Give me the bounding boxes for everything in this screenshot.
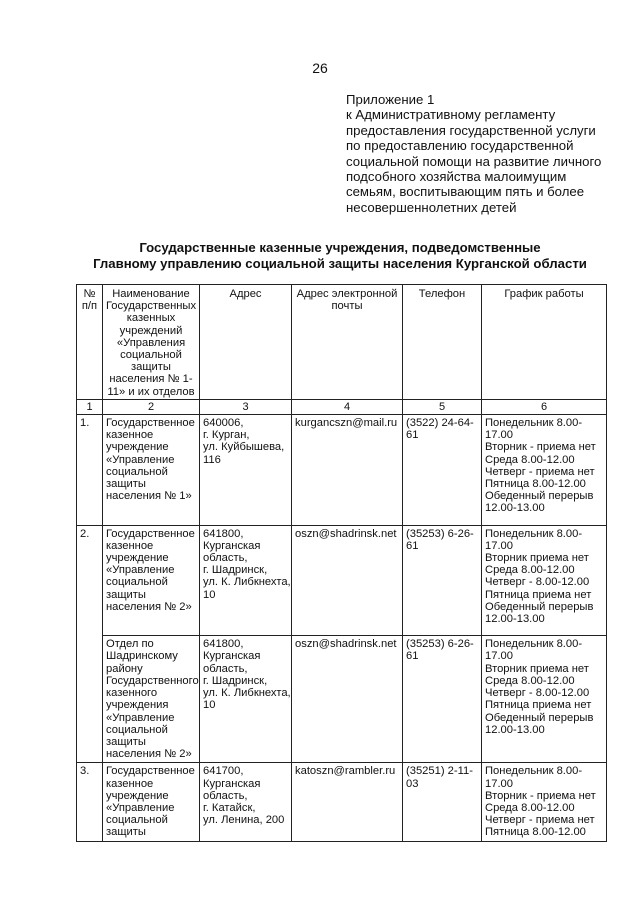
text-line: «Управление (106, 453, 175, 466)
text-line: Понедельник 8.00- (485, 765, 583, 778)
text-line: Четверг - приема нет (485, 814, 595, 827)
text-line: Среда 8.00-12.00 (485, 674, 575, 687)
header-name (103, 285, 200, 400)
text-line: социальной (106, 814, 168, 827)
institution-name (103, 763, 200, 841)
text-line: 17.00 (485, 650, 513, 663)
text-line: Адрес (229, 288, 262, 300)
table-row (77, 525, 607, 636)
text-line: 12.00-13.00 (485, 613, 545, 626)
text-line: Обеденный перерыв (485, 711, 594, 724)
text-line: 10 (203, 588, 216, 601)
column-number: 6 (482, 399, 607, 414)
text-line: Понедельник 8.00- (485, 638, 583, 651)
text-line: несовершеннолетних детей (346, 199, 517, 215)
text-line: 17.00 (485, 429, 513, 442)
text-line: № (83, 288, 96, 300)
text-line: Четверг - приема нет (485, 465, 595, 478)
header-address (200, 285, 292, 400)
text-line: Вторник - приема нет (485, 789, 596, 802)
column-number: 4 (292, 399, 403, 414)
text-line: населения № 1» (106, 490, 192, 503)
text-line: область, (203, 789, 248, 802)
table-row (77, 415, 607, 526)
text-line: 17.00 (485, 777, 513, 790)
text-line: почты (331, 300, 363, 313)
email-cell: oszn@shadrinsk.net (292, 525, 403, 636)
text-line: учреждение (106, 552, 169, 565)
text-line: Телефон (418, 288, 466, 300)
address-cell (200, 525, 292, 636)
institution-name (103, 415, 200, 526)
text-line: Пятница приема нет (485, 588, 592, 601)
text-line: ул. Куйбышева, (203, 441, 285, 454)
text-line: Пятница приема нет (485, 699, 592, 712)
text-line: Государственное (106, 527, 195, 540)
text-line: социальной (106, 723, 168, 736)
text-line: казенное (106, 539, 154, 552)
text-line: Государственных (106, 300, 197, 313)
institution-name (103, 636, 200, 763)
text-line: г. Катайск, (203, 801, 256, 814)
text-line: Среда 8.00-12.00 (485, 453, 575, 466)
text-line: «Управление (106, 711, 175, 724)
address-cell (200, 415, 292, 526)
text-line: Среда 8.00-12.00 (485, 801, 575, 814)
text-line: социальной (120, 349, 182, 362)
column-number: 3 (200, 399, 292, 414)
email-cell: kurgancszn@mail.ru (292, 415, 403, 526)
text-line: Пятница 8.00-12.00 (485, 478, 586, 491)
text-line: г. Шадринск, (203, 564, 268, 577)
text-line: социальной (106, 465, 168, 478)
text-line: Приложение 1 (346, 92, 435, 107)
row-number: 3. (77, 763, 103, 841)
column-number: 5 (403, 399, 482, 414)
text-line: защиты (106, 588, 146, 601)
phone-cell (403, 525, 482, 636)
text-line: 10 (203, 699, 216, 712)
text-line: Пятница 8.00-12.00 (485, 826, 586, 839)
text-line: Отдел по (106, 638, 154, 651)
phone-cell (403, 636, 482, 763)
text-line: Государственное (106, 417, 195, 430)
text-line: Среда 8.00-12.00 (485, 564, 575, 577)
header-schedule (482, 285, 607, 400)
header-email (292, 285, 403, 400)
row-number: 2. (77, 525, 103, 636)
text-line: защиты (106, 478, 146, 491)
institution-name (103, 525, 200, 636)
text-line: учреждение (106, 441, 169, 454)
text-line: 61 (406, 429, 419, 442)
text-line: График работы (504, 288, 584, 300)
table-row (77, 763, 607, 841)
document-title (60, 240, 620, 272)
text-line: Понедельник 8.00- (485, 417, 583, 430)
text-line: предоставления государственной услуги (346, 122, 596, 138)
text-line: 640006, (203, 417, 244, 430)
text-line: казенных (126, 312, 176, 325)
text-line: населения № 2» (106, 600, 192, 613)
text-line: защиты (106, 826, 146, 839)
text-line: 61 (406, 539, 419, 552)
text-line: 61 (406, 650, 419, 663)
page-number: 26 (312, 60, 328, 76)
text-line: 11» и их отделов (107, 385, 195, 398)
header-num (77, 285, 103, 400)
text-line: г. Шадринск, (203, 674, 268, 687)
text-line: Четверг - 8.00-12.00 (485, 687, 590, 700)
text-line: Государственные казенные учреждения, подведомственные (139, 240, 541, 255)
text-line: область, (203, 552, 248, 565)
text-line: к Административному регламенту (346, 107, 556, 123)
text-line: защиты (131, 361, 171, 374)
header-phone (403, 285, 482, 400)
email-cell: katoszn@rambler.ru (292, 763, 403, 841)
text-line: Вторник - приема нет (485, 441, 596, 454)
text-line: 641800, (203, 638, 244, 651)
text-line: Вторник приема нет (485, 552, 589, 565)
text-line: область, (203, 662, 248, 675)
text-line: семьям, воспитывающим пять и более (346, 184, 585, 200)
text-line: подсобного хозяйства малоимущим (346, 169, 567, 185)
schedule-cell (482, 415, 607, 526)
schedule-cell (482, 525, 607, 636)
text-line: Курганская (203, 650, 261, 663)
appendix-note (346, 92, 616, 215)
row-number: 1. (77, 415, 103, 526)
text-line: казенное (106, 777, 154, 790)
text-line: (35253) 6-26- (406, 638, 474, 651)
text-line: Обеденный перерыв (485, 490, 594, 503)
text-line: населения № 1- (109, 373, 193, 386)
text-line: Адрес электронной (296, 288, 398, 300)
column-number: 1 (77, 399, 103, 414)
text-line: «Управление (106, 564, 175, 577)
text-line: казенное (106, 429, 154, 442)
text-line: Курганская (203, 777, 261, 790)
text-line: п/п (81, 300, 98, 313)
header-row (77, 285, 607, 400)
text-line: Понедельник 8.00- (485, 527, 583, 540)
text-line: Государственного (106, 674, 199, 687)
text-line: 12.00-13.00 (485, 723, 545, 736)
row-number (77, 636, 103, 763)
text-line: Четверг - 8.00-12.00 (485, 576, 590, 589)
text-line: (35253) 6-26- (406, 527, 474, 540)
text-line: 03 (406, 777, 419, 790)
column-number: 2 (103, 399, 200, 414)
text-line: социальной помощи на развитие личного (346, 153, 602, 169)
phone-cell (403, 415, 482, 526)
text-line: району (106, 662, 143, 675)
text-line: «Управление (106, 801, 175, 814)
text-line: «Управления (116, 336, 186, 349)
text-line: учреждений (119, 324, 183, 337)
text-line: населения № 2» (106, 748, 192, 761)
address-cell (200, 636, 292, 763)
text-line: социальной (106, 576, 168, 589)
text-line: ул. К. Либкнехта, (203, 687, 291, 700)
text-line: Шадринскому (106, 650, 178, 663)
text-line: г. Курган, (203, 429, 250, 442)
phone-cell (403, 763, 482, 841)
text-line: (3522) 24-64- (406, 417, 474, 430)
email-cell: oszn@shadrinsk.net (292, 636, 403, 763)
address-cell (200, 763, 292, 841)
table-row (77, 636, 607, 763)
institutions-table (76, 284, 607, 842)
text-line: 12.00-13.00 (485, 502, 545, 515)
text-line: (35251) 2-11- (406, 765, 473, 778)
text-line: Курганская (203, 539, 261, 552)
text-line: Государственное (106, 765, 195, 778)
text-line: учреждение (106, 789, 169, 802)
text-line: 116 (203, 453, 221, 466)
text-line: защиты (106, 735, 146, 748)
text-line: Главному управлению социальной защиты населения Курганской области (93, 256, 587, 271)
text-line: казенного (106, 687, 158, 700)
text-line: учреждения (106, 699, 169, 712)
text-line: Наименование (112, 288, 190, 300)
text-line: 17.00 (485, 539, 513, 552)
text-line: по предоставлению государственной (346, 138, 574, 154)
text-line: ул. Ленина, 200 (203, 814, 285, 827)
schedule-cell (482, 763, 607, 841)
text-line: ул. К. Либкнехта, (203, 576, 291, 589)
schedule-cell (482, 636, 607, 763)
text-line: Обеденный перерыв (485, 600, 594, 613)
column-numbers-row (77, 399, 607, 414)
text-line: Вторник приема нет (485, 662, 589, 675)
text-line: 641700, (203, 765, 244, 778)
text-line: 641800, (203, 527, 244, 540)
